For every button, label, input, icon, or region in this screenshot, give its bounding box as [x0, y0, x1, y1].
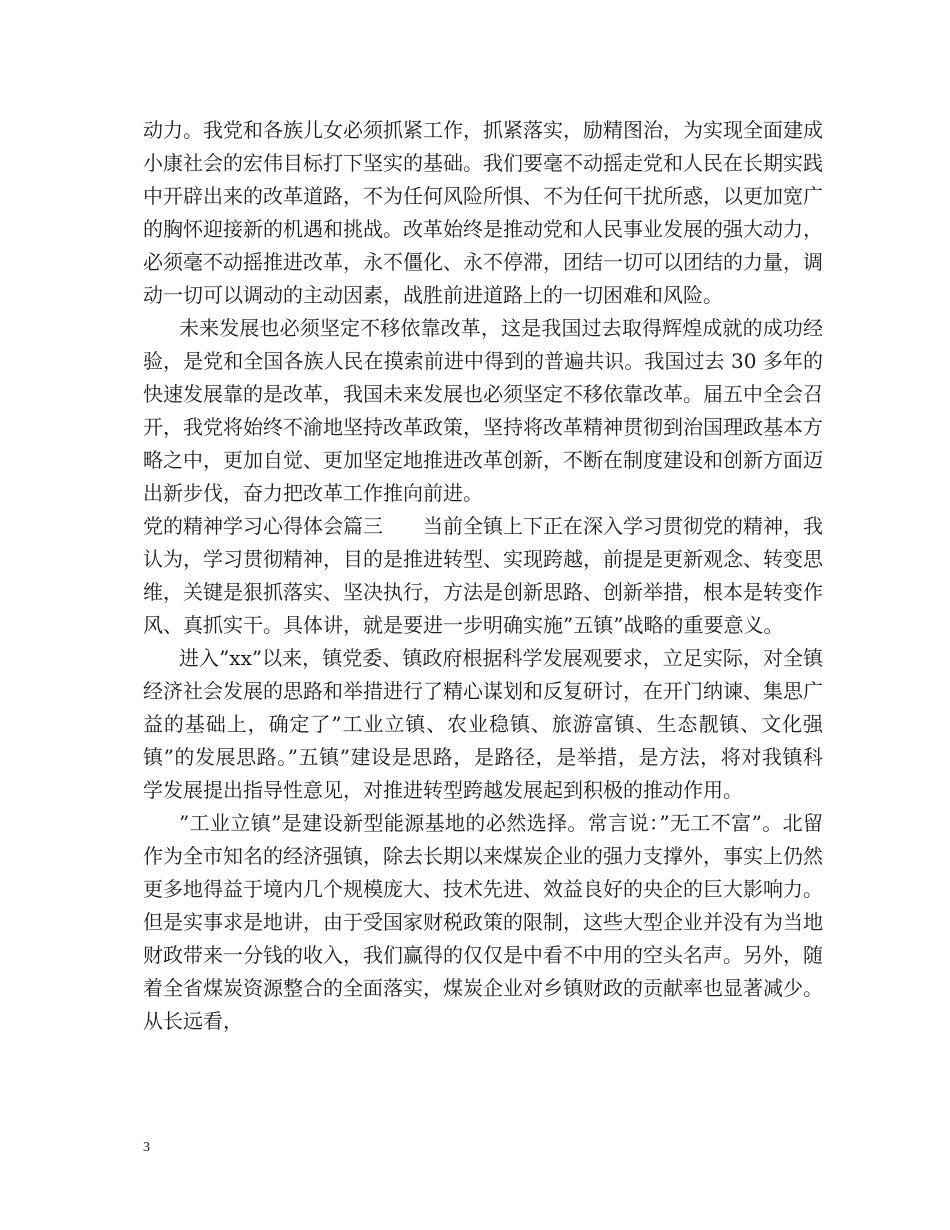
paragraph-1: 动力。我党和各族儿女必须抓紧工作，抓紧落实，励精图治，为实现全面建成小康社会的宏伟目标打下坚实的基础。我们要毫不动摇走党和人民在长期实践中开辟出来的改革道路，不为任何风险所惧、不为任何干扰所惑，以更加宽广的胸怀迎接新的机遇和挑战。改革始终是推动党和人民事业发展的强大动力，必须毫不动摇推进改革，永不僵化、永不停滞，团结一切可以团结的力量，调动一切可以调动的主动因素，战胜前进道路上的一切困难和风险。 — [143, 118, 823, 307]
paragraph-3: 党的精神学习心得体会篇三 当前全镇上下正在深入学习贯彻党的精神，我认为，学习贯彻精神，目的是推进转型、实现跨越，前提是更新观念、转变思维，关键是狠抓落实、坚决执行，方法是创新思路、创新举措，根本是转变作风、真抓实干。具体讲，就是要进一步明确实施”五镇”战略的重要意义。 — [143, 514, 823, 637]
paragraph-5: ”工业立镇”是建设新型能源基地的必然选择。常言说：”无工不富”。北留作为全市知名的经济强镇，除去长期以来煤炭企业的强力支撑外，事实上仍然更多地得益于境内几个规模庞大、技术先进、效益良好的央企的巨大影响力。但是实事求是地讲，由于受国家财税政策的限制，这些大型企业并没有为当地财政带来一分钱的收入，我们赢得的仅仅是中看不中用的空头名声。另外，随着全省煤炭资源整合的全面落实，煤炭企业对乡镇财政的贡献率也显著减少。从长远看， — [143, 811, 823, 1033]
page-number: 3 — [143, 1140, 150, 1155]
document-body — [143, 114, 823, 1038]
paragraph-4: 进入”xx”以来，镇党委、镇政府根据科学发展观要求，立足实际，对全镇经济社会发展的思路和举措进行了精心谋划和反复研讨，在开门纳谏、集思广益的基础上，确定了”工业立镇、农业稳镇、旅游富镇、生态靓镇、文化强镇”的发展思路。”五镇”建设是思路，是路径，是举措，是方法，将对我镇科学发展提出指导性意见，对推进转型跨越发展起到积极的推动作用。 — [143, 646, 823, 802]
paragraph-2: 未来发展也必须坚定不移依靠改革，这是我国过去取得辉煌成就的成功经验，是党和全国各族人民在摸索前进中得到的普遍共识。我国过去 30 多年的快速发展靠的是改革，我国未来发展也必须坚定不移依靠改革。届五中全会召开，我党将始终不渝地坚持改革政策，坚持将改革精神贯彻到治国理政基本方略之中，更加自觉、更加坚定地推进改革创新，不断在制度建设和创新方面迈出新步伐，奋力把改革工作推向前进。 — [143, 316, 823, 505]
